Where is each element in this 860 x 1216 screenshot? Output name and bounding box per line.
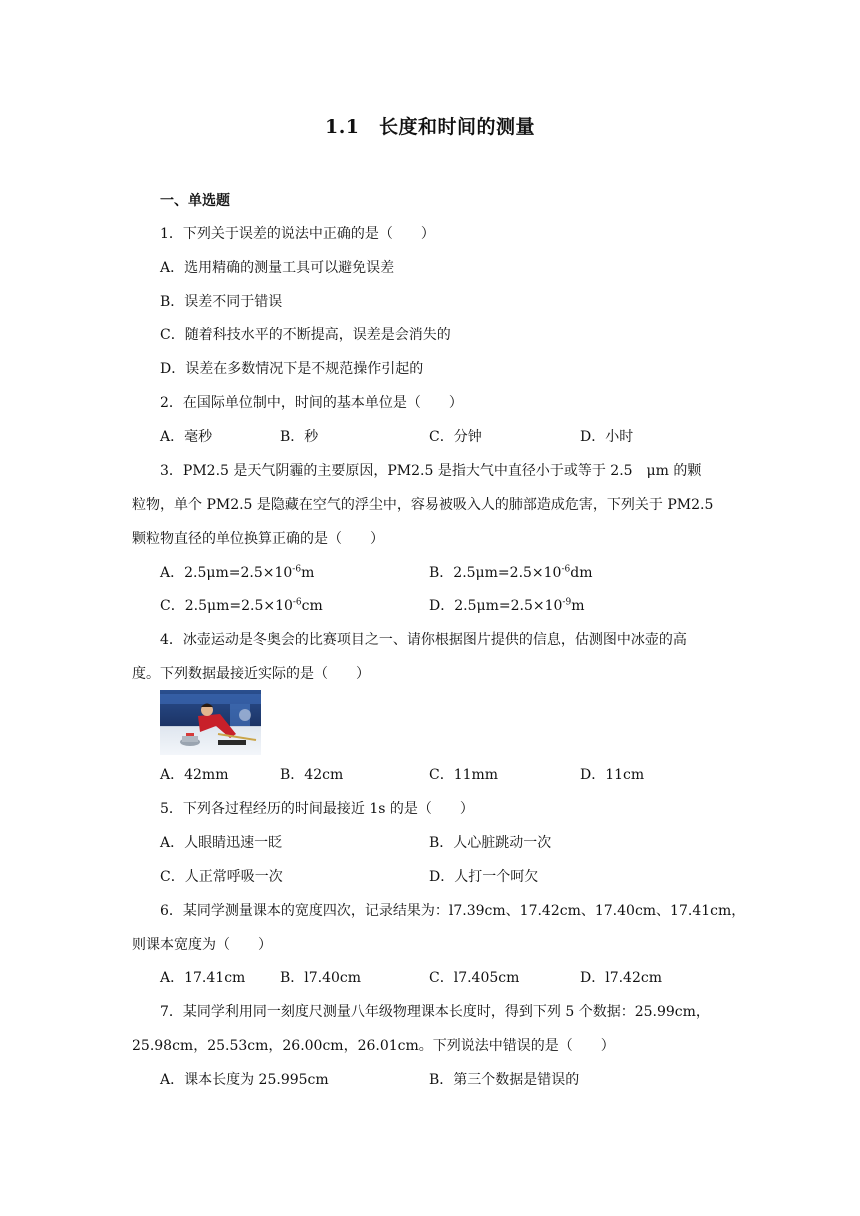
question-4-option-d: D．11cm: [580, 767, 645, 783]
question-2-option-d: D．小时: [580, 429, 634, 445]
question-4-stem-line-1: 4．冰壶运动是冬奥会的比赛项目之一、请你根据图片提供的信息，估测图中冰壶的高: [160, 632, 687, 648]
curling-photo: [160, 690, 261, 755]
question-7-option-b: B．第三个数据是错误的: [429, 1072, 580, 1088]
question-3-stem-line-2: 粒物，单个 PM2.5 是隐藏在空气的浮尘中，容易被吸入人的肺部造成危害，下列关于 PM2.5: [132, 497, 714, 513]
question-3-option-a: A．$2.5\mu m=2.5\times 10^{-6}m$: [160, 564, 315, 581]
question-1-option-b: B．误差不同于错误: [160, 294, 283, 310]
question-6-option-a: A．17.41cm: [160, 970, 246, 986]
question-3-stem-line-1: 3．PM2.5 是天气阴霾的主要原因，PM2.5 是指大气中直径小于或等于 2.5 μm 的颗: [160, 463, 702, 479]
question-2-option-c: C．分钟: [429, 429, 482, 445]
question-6-stem-line-2: 则课本宽度为（ ）: [132, 937, 272, 953]
question-1-stem: 1．下列关于误差的说法中正确的是（ ）: [160, 226, 435, 242]
question-6-option-d: D．l7.42cm: [580, 970, 662, 986]
question-4-option-b: B．42cm: [280, 767, 344, 783]
question-4-stem-line-2: 度。下列数据最接近实际的是（ ）: [132, 666, 370, 682]
question-3-option-c: C．$2.5\mu m=2.5\times 10^{-6}cm$: [160, 597, 323, 614]
question-6-option-c: C．l7.405cm: [429, 970, 520, 986]
question-2-option-b: B．秒: [280, 429, 319, 445]
question-4-option-c: C．11mm: [429, 767, 499, 783]
question-4-option-a: A．42mm: [160, 767, 229, 783]
question-7-stem-line-2: 25.98cm，25.53cm，26.00cm，26.01cm。下列说法中错误的是（ ）: [132, 1038, 615, 1054]
question-7-stem-line-1: 7．某同学利用同一刻度尺测量八年级物理课本长度时，得到下列 5 个数据：25.99cm，: [160, 1004, 710, 1020]
question-3-stem-line-3: 颗粒物直径的单位换算正确的是（ ）: [132, 531, 384, 547]
question-5-option-a: A．人眼睛迅速一眨: [160, 835, 283, 851]
question-7-option-a: A．课本长度为 25.995cm: [160, 1072, 329, 1088]
question-5-stem: 5．下列各过程经历的时间最接近 1s 的是（ ）: [160, 801, 474, 817]
question-2-stem: 2．在国际单位制中，时间的基本单位是（ ）: [160, 395, 463, 411]
question-1-option-c: C．随着科技水平的不断提高，误差是会消失的: [160, 327, 451, 343]
question-6-stem-line-1: 6．某同学测量课本的宽度四次，记录结果为：l7.39cm、17.42cm、17.40cm、17.41cm，: [160, 903, 746, 919]
question-5-option-b: B．人心脏跳动一次: [429, 835, 552, 851]
section-heading: 一、单选题: [160, 193, 230, 209]
question-5-option-c: C．人正常呼吸一次: [160, 869, 283, 885]
question-3-option-d: D．$2.5\mu m=2.5\times 10^{-9}m$: [429, 597, 585, 614]
question-6-option-b: B．l7.40cm: [280, 970, 362, 986]
question-3-option-b: B．$2.5\mu m=2.5\times 10^{-6}dm$: [429, 564, 593, 581]
question-2-option-a: A．毫秒: [160, 429, 213, 445]
question-1-option-d: D．误差在多数情况下是不规范操作引起的: [160, 361, 424, 377]
question-5-option-d: D．人打一个呵欠: [429, 869, 539, 885]
page-title: 1.1 长度和时间的测量: [324, 116, 536, 138]
question-1-option-a: A．选用精确的测量工具可以避免误差: [160, 260, 395, 276]
